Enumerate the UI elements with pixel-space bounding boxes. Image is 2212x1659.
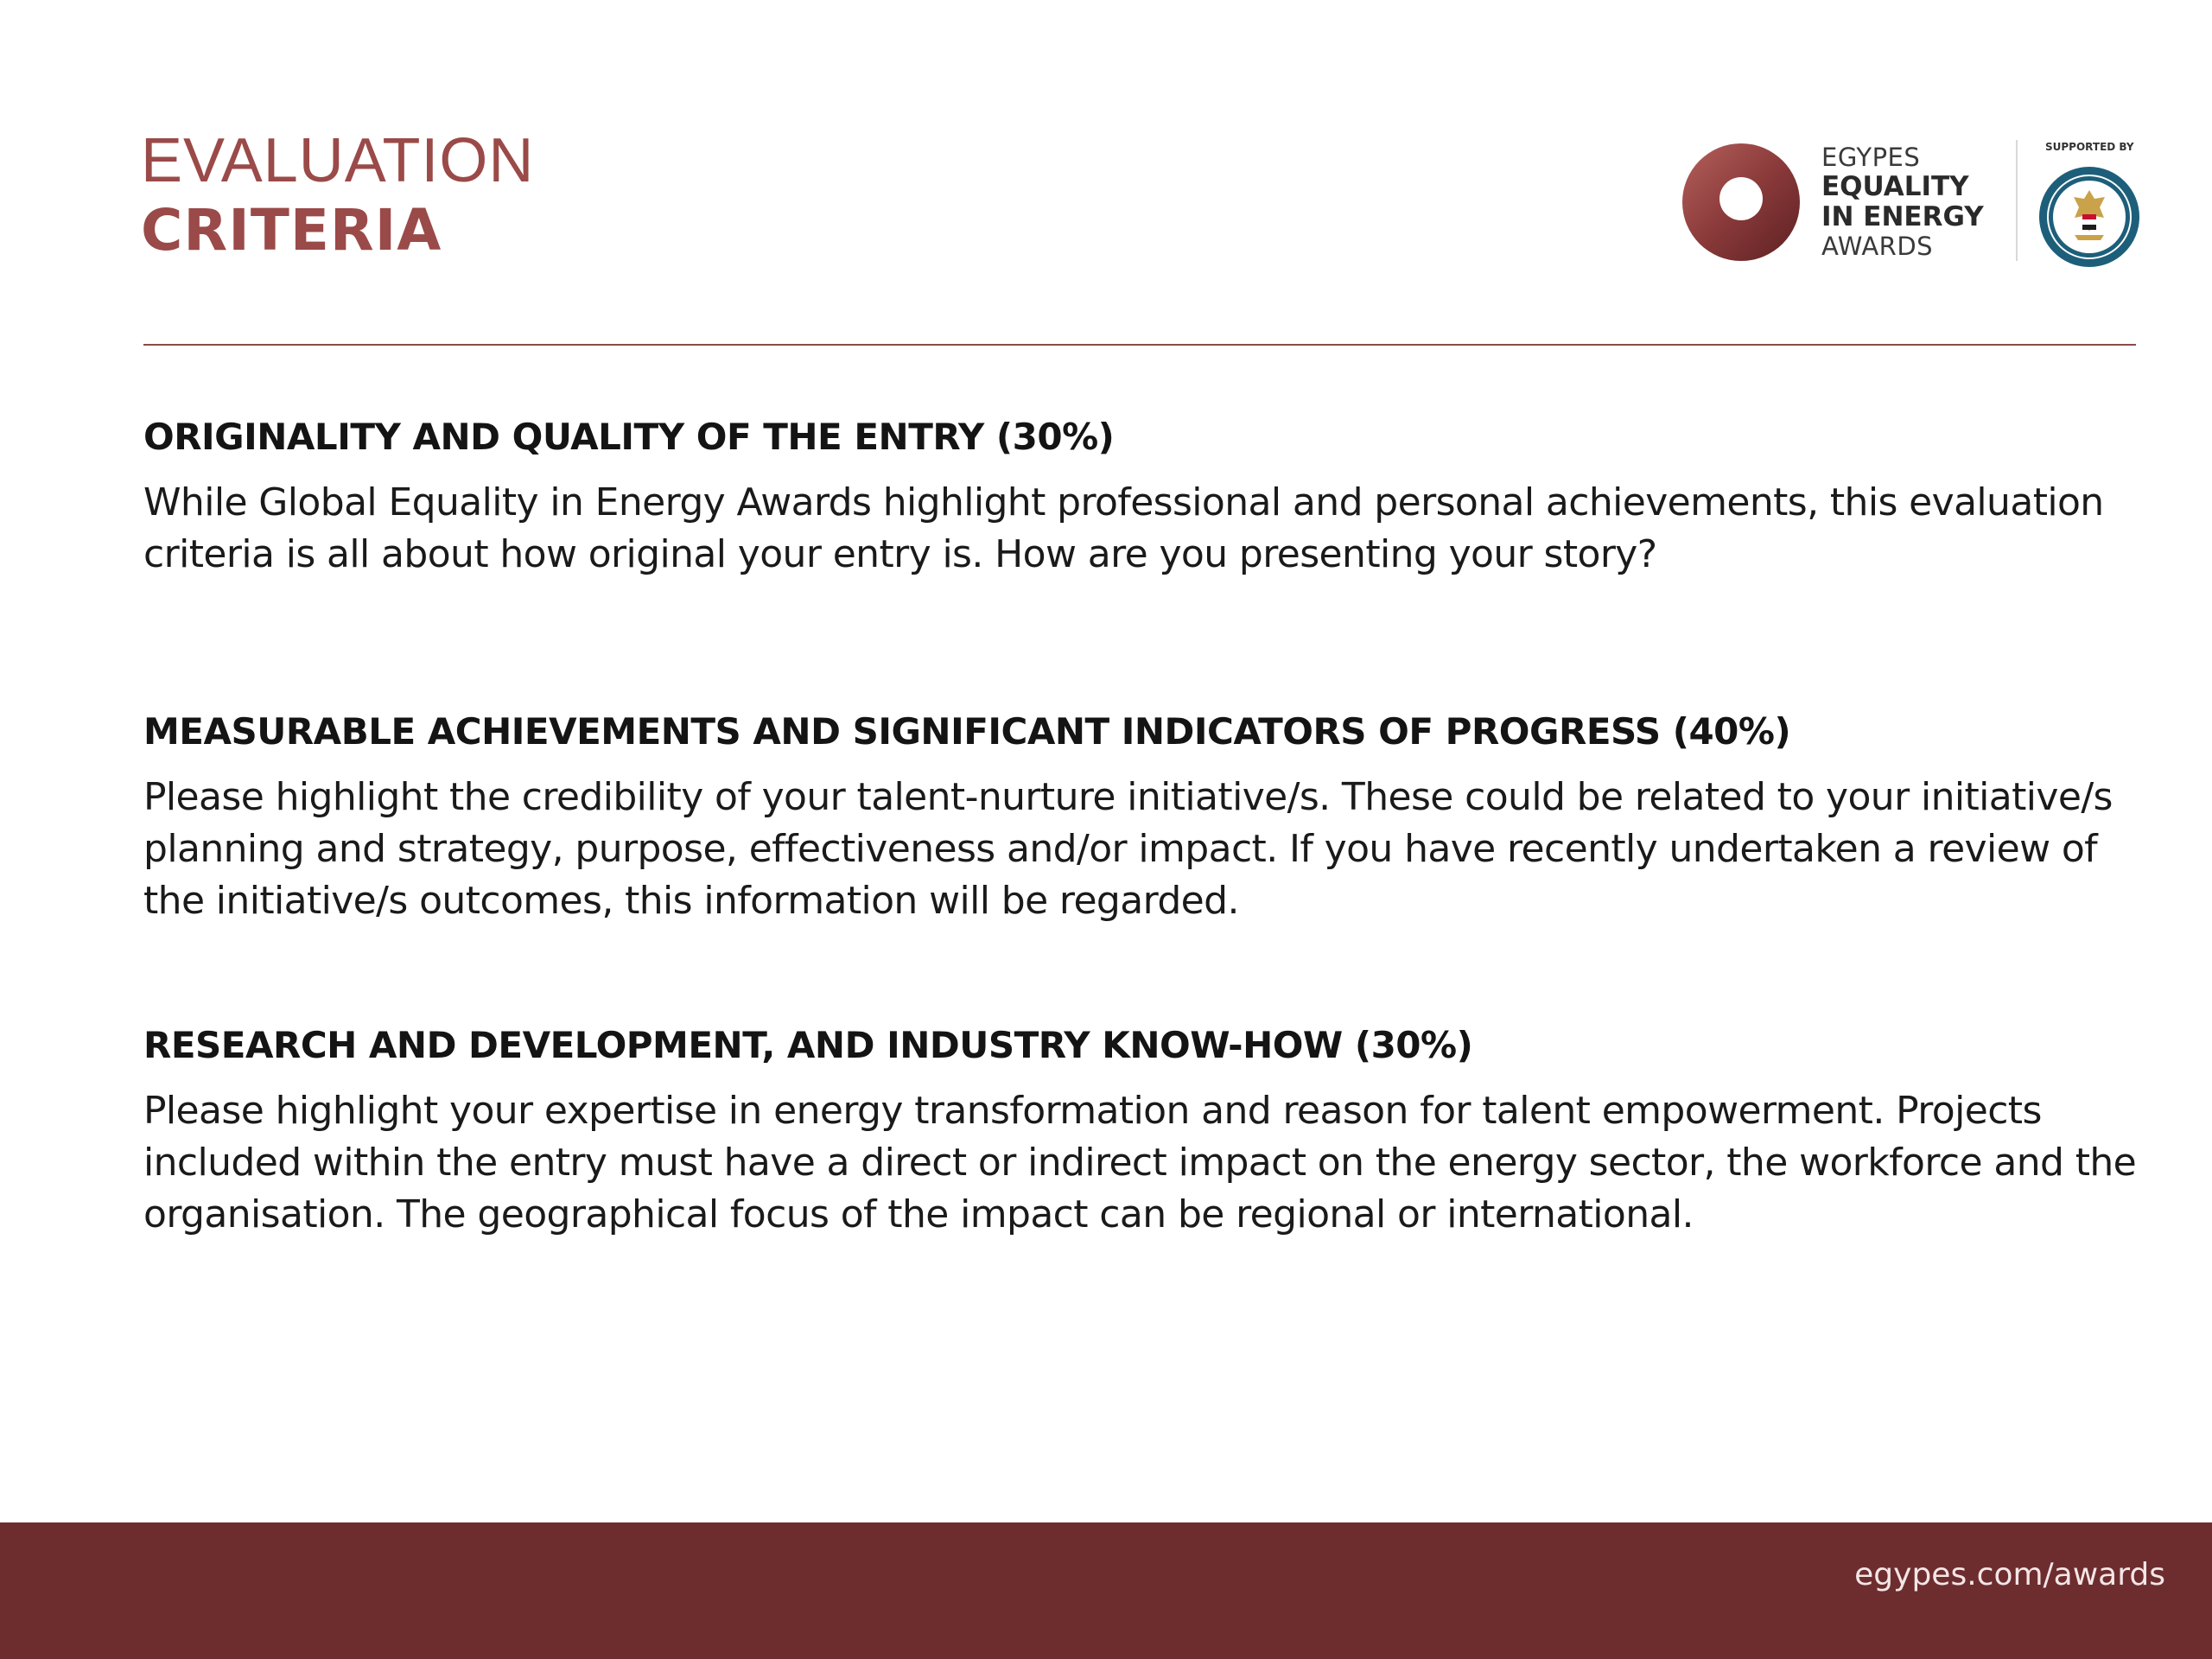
footer-bar [0, 1522, 2212, 1659]
brand-line-awards: AWARDS [1821, 232, 1934, 261]
criterion-research-development [143, 1025, 2148, 1241]
brand-line-equality: EQUALITY [1821, 171, 1969, 202]
brand-line-egypes: EGYPES [1821, 143, 1921, 172]
criterion-originality [143, 416, 2148, 581]
criterion-heading: ORIGINALITY AND QUALITY OF THE ENTRY (30%) [143, 416, 1115, 458]
logo-area [1681, 138, 2139, 268]
criterion-body: Please highlight your expertise in energy transformation and reason for talent empowerment. Projects included within the entry must have a direct or indirect impact on the energy sector, the workforce and the organisation. The geographical focus of the impact can be regional or international. [143, 1089, 2137, 1237]
brand-line-in-energy: IN ENERGY [1821, 201, 1984, 232]
criterion-heading: RESEARCH AND DEVELOPMENT, AND INDUSTRY KNOW-HOW (30%) [143, 1024, 1473, 1066]
footer-url-link[interactable]: egypes.com/awards [1854, 1557, 2165, 1592]
logo-divider [2016, 140, 2018, 261]
egypes-ring-logo-icon [1681, 142, 1802, 263]
criterion-body: Please highlight the credibility of your talent-nurture initiative/s. These could be related to your initiative/s planning and strategy, purpose, effectiveness and/or impact. If you have recently undertaken a review of the initiative/s outcomes, this information will be regarded. [143, 775, 2113, 924]
page-title-line2: CRITERIA [141, 197, 442, 264]
header-divider-rule [143, 344, 2136, 346]
title-block [141, 126, 535, 264]
criterion-heading: MEASURABLE ACHIEVEMENTS AND SIGNIFICANT INDICATORS OF PROGRESS (40%) [143, 710, 1791, 753]
brand-text [1821, 145, 1984, 259]
criterion-body: While Global Equality in Energy Awards highlight professional and personal achievements, this evaluation criteria is all about how original your entry is. How are you presenting your story? [143, 480, 2104, 577]
supported-by-label: SUPPORTED BY [2045, 141, 2134, 153]
page-title-line1: EVALUATION [141, 126, 535, 195]
criterion-measurable-achievements [143, 711, 2148, 927]
ministry-seal-icon [2037, 164, 2142, 270]
